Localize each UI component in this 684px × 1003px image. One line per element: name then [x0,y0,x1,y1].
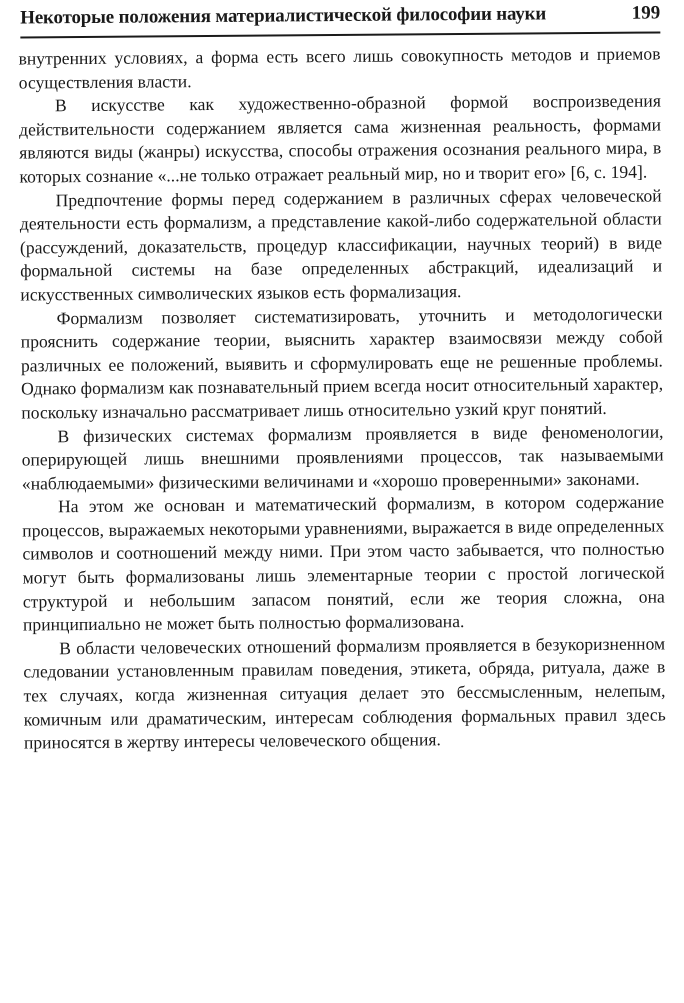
paragraph: В искусстве как художественно-образной формой воспроизведения действительности содержанием является сама жизненная реальность, формами являются виды (жанры) искусства, способы отражения осознания реального мира, в которых сознание «...не только отражает реальный мир, но и творит его» [6, с. 194]. [19,90,662,187]
running-header-title: Некоторые положения материалистической философии науки [20,3,547,29]
page-number: 199 [631,2,661,24]
paragraph: В физических системах формализм проявляется в виде феноменологии, оперирующей лишь внешними проявлениями процессов, так называемыми «наблюдаемыми» физическими величинами и «хорошо проверенными» законами. [21,420,664,494]
paragraph-continuation: внутренних условиях, а форма есть всего лишь совокупность методов и приемов осуществления власти. [18,43,661,93]
paragraph: Предпочтение формы перед содержанием в различных сферах человеческой деятельности есть формализм, а представление какой-либо содержательной области (рассуждений, доказательств, процедур классификации, научных теорий) в виде формальной системы на базе определенных абстракций, идеализаций и искусственных символических языков есть формализация. [19,185,663,305]
body-text [18,42,666,755]
running-header [20,0,660,39]
paragraph: На этом же основан и математический формализм, в котором содержание процессов, выражаемых некоторыми уравнениями, выражается в виде определенных символов и соотношений между ними. При этом часто забывается, что полностью могут быть формализованы лишь элементарные теории с простой логической структурой и небольшим запасом понятий, если же теория сложна, она принципиально не может быть полностью формализована. [22,491,665,635]
paragraph: В области человеческих отношений формализм проявляется в безукоризненном следовании установленным правилам поведения, этикета, обряда, ритуала, даже в тех случаях, когда жизненная ситуация делает это бессмысленным, нелепым, комичным или драматическим, интересам соблюдения формальных правил здесь приносятся в жертву интересы человеческого общения. [23,633,666,753]
paragraph: Формализм позволяет систематизировать, уточнить и методологически прояснить содержание теории, выяснить характер взаимосвязи между собой различных ее положений, выявить и сформулировать еще не решенные проблемы. Однако формализм как познавательный прием всегда носит относительный характер, поскольку изначально рассматривает лишь относительно узкий круг понятий. [20,303,664,423]
